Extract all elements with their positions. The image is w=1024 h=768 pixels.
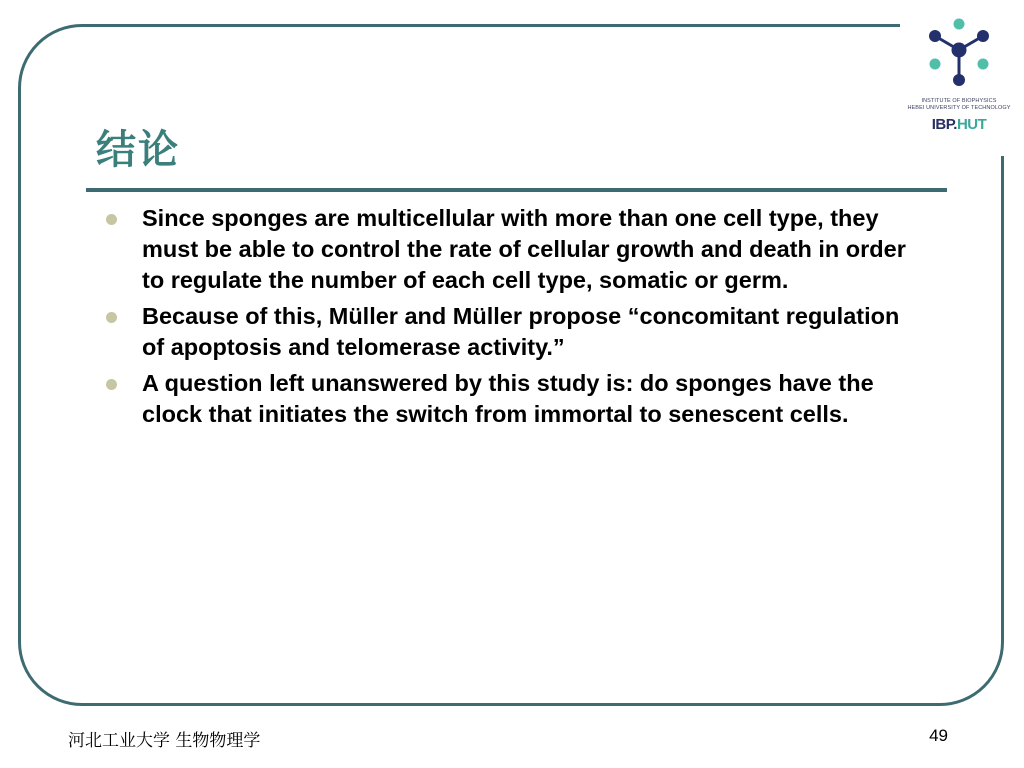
- bullet-text: Since sponges are multicellular with more than one cell type, they must be able to control the rate of cellular growth and death in order to regulate the number of each cell type, somatic or germ.: [142, 205, 906, 293]
- title-divider: [86, 188, 947, 192]
- bullet-list: [105, 203, 925, 435]
- bullet-dot-icon: [106, 379, 117, 390]
- institute-logo: [905, 12, 1013, 142]
- footer-institution: 河北工业大学 生物物理学: [68, 731, 261, 751]
- logo-university-line: HEBEI UNIVERSITY OF TECHNOLOGY: [907, 105, 1011, 111]
- bullet-item: [105, 368, 925, 430]
- bullet-item: [105, 301, 925, 363]
- molecule-icon: [923, 16, 995, 96]
- page-number: 49: [929, 726, 948, 745]
- bullet-dot-icon: [106, 312, 117, 323]
- logo-institute-line: INSTITUTE OF BIOPHYSICS: [921, 98, 997, 104]
- logo-brand-ibp: IBP.: [931, 116, 957, 133]
- bullet-dot-icon: [106, 214, 117, 225]
- slide-title: 结论: [96, 126, 180, 173]
- logo-brand-hut: HUT: [956, 116, 987, 133]
- bullet-text: Because of this, Müller and Müller propose “concomitant regulation of apoptosis and telomerase activity.”: [142, 303, 900, 360]
- bullet-item: [105, 203, 925, 296]
- logo-brand: [905, 116, 1013, 133]
- bullet-text: A question left unanswered by this study is: do sponges have the clock that initiates the switch from immortal to senescent cells.: [142, 370, 874, 427]
